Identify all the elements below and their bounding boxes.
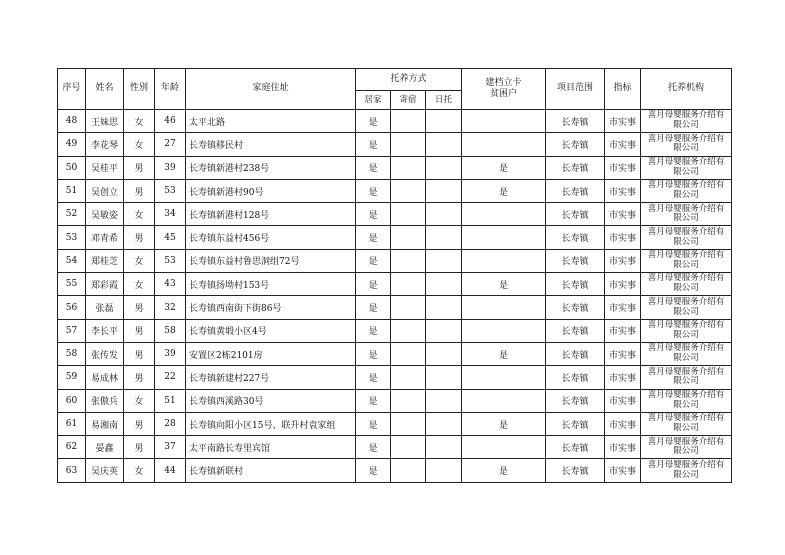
institution-line: 喜月母婴服务介绍有 [647, 180, 725, 191]
cell-age: 53 [155, 179, 186, 202]
cell-name: 李长平 [86, 319, 124, 342]
header-poverty-line2: 贫困户 [489, 89, 517, 99]
cell-indicator: 市实事 [605, 389, 641, 412]
cell-care-residential [391, 249, 426, 272]
cell-name: 邓青希 [86, 226, 124, 249]
cell-care-home: 是 [356, 436, 391, 459]
cell-poverty [462, 319, 546, 342]
cell-poverty [462, 249, 546, 272]
cell-indicator: 市实事 [605, 179, 641, 202]
cell-name: 晏鑫 [86, 436, 124, 459]
institution-line: 限公司 [673, 120, 699, 131]
cell-care-home: 是 [356, 459, 391, 482]
table-row [58, 203, 732, 226]
cell-age: 22 [155, 366, 186, 389]
institution-line: 限公司 [673, 259, 699, 270]
table-row [58, 459, 732, 482]
cell-address: 安置区2栋2101房 [186, 342, 356, 365]
cell-gender: 男 [124, 296, 155, 319]
cell-address: 长寿镇黄塅小区4号 [186, 319, 356, 342]
cell-indicator: 市实事 [605, 156, 641, 179]
cell-care-daytime [426, 156, 462, 179]
institution-line: 限公司 [673, 376, 699, 387]
cell-care-daytime [426, 179, 462, 202]
institution-line: 限公司 [673, 329, 699, 340]
cell-scope: 长寿镇 [546, 156, 605, 179]
cell-poverty [462, 389, 546, 412]
institution-line: 限公司 [673, 306, 699, 317]
cell-care-daytime [426, 459, 462, 482]
cell-care-residential [391, 459, 426, 482]
cell-gender: 男 [124, 226, 155, 249]
cell-gender: 女 [124, 389, 155, 412]
institution-line: 限公司 [673, 143, 699, 154]
institution-line: 喜月母婴服务介绍有 [647, 320, 725, 331]
cell-indicator: 市实事 [605, 342, 641, 365]
table-row [58, 156, 732, 179]
cell-care-residential [391, 133, 426, 156]
cell-care-residential [391, 389, 426, 412]
cell-poverty: 是 [462, 342, 546, 365]
roster-body [58, 110, 732, 483]
institution-line: 喜月母婴服务介绍有 [647, 203, 725, 214]
cell-scope: 长寿镇 [546, 110, 605, 133]
cell-name: 王妹思 [86, 110, 124, 133]
cell-institution [641, 389, 732, 412]
cell-care-home: 是 [356, 366, 391, 389]
cell-address: 太平南路长寿里宾馆 [186, 436, 356, 459]
cell-scope: 长寿镇 [546, 133, 605, 156]
cell-age: 39 [155, 342, 186, 365]
cell-care-residential [391, 319, 426, 342]
cell-address: 长寿镇东益村鲁思洞组72号 [186, 249, 356, 272]
cell-address: 长寿镇西南街下街86号 [186, 296, 356, 319]
cell-poverty [462, 436, 546, 459]
cell-age: 39 [155, 156, 186, 179]
cell-age: 34 [155, 203, 186, 226]
cell-scope: 长寿镇 [546, 342, 605, 365]
cell-seq: 58 [58, 342, 86, 365]
header-poverty [462, 69, 546, 110]
cell-poverty: 是 [462, 412, 546, 435]
cell-age: 46 [155, 110, 186, 133]
cell-poverty: 是 [462, 179, 546, 202]
cell-age: 28 [155, 412, 186, 435]
cell-seq: 59 [58, 366, 86, 389]
cell-institution [641, 226, 732, 249]
institution-line: 限公司 [673, 190, 699, 201]
institution-line: 限公司 [673, 399, 699, 410]
header-institution: 托养机构 [641, 69, 732, 110]
cell-institution [641, 319, 732, 342]
cell-poverty: 是 [462, 273, 546, 296]
header-care-daytime: 日托 [426, 91, 462, 110]
cell-care-residential [391, 179, 426, 202]
cell-name: 郑彩霞 [86, 273, 124, 296]
cell-scope: 长寿镇 [546, 226, 605, 249]
institution-line: 喜月母婴服务介绍有 [647, 110, 725, 121]
cell-address: 长寿镇新联村 [186, 459, 356, 482]
table-row [58, 342, 732, 365]
cell-indicator: 市实事 [605, 366, 641, 389]
cell-address: 长寿镇西溪路30号 [186, 389, 356, 412]
cell-institution [641, 110, 732, 133]
institution-line: 限公司 [673, 353, 699, 364]
table-row [58, 389, 732, 412]
cell-institution [641, 273, 732, 296]
cell-institution [641, 296, 732, 319]
cell-care-home: 是 [356, 179, 391, 202]
cell-scope: 长寿镇 [546, 249, 605, 272]
table-row [58, 436, 732, 459]
header-scope: 项目范围 [546, 69, 605, 110]
cell-age: 32 [155, 296, 186, 319]
cell-gender: 女 [124, 273, 155, 296]
cell-poverty [462, 203, 546, 226]
cell-care-daytime [426, 133, 462, 156]
cell-gender: 男 [124, 179, 155, 202]
cell-gender: 女 [124, 203, 155, 226]
cell-address: 长寿镇东益村456号 [186, 226, 356, 249]
cell-poverty [462, 226, 546, 249]
table-row [58, 319, 732, 342]
cell-address: 长寿镇新港村238号 [186, 156, 356, 179]
cell-institution [641, 366, 732, 389]
cell-seq: 57 [58, 319, 86, 342]
cell-seq: 54 [58, 249, 86, 272]
cell-poverty [462, 296, 546, 319]
cell-care-residential [391, 436, 426, 459]
cell-indicator: 市实事 [605, 273, 641, 296]
cell-name: 吴创立 [86, 179, 124, 202]
header-address: 家庭住址 [186, 69, 356, 110]
cell-poverty: 是 [462, 156, 546, 179]
cell-poverty [462, 110, 546, 133]
cell-address: 长寿镇移民村 [186, 133, 356, 156]
cell-indicator: 市实事 [605, 459, 641, 482]
cell-care-daytime [426, 296, 462, 319]
institution-line: 喜月母婴服务介绍有 [647, 273, 725, 284]
cell-care-daytime [426, 319, 462, 342]
header-age: 年龄 [155, 69, 186, 110]
table-row [58, 133, 732, 156]
cell-address: 长寿镇新港村90号 [186, 179, 356, 202]
cell-care-residential [391, 342, 426, 365]
header-seq: 序号 [58, 69, 86, 110]
cell-care-home: 是 [356, 110, 391, 133]
cell-care-daytime [426, 249, 462, 272]
cell-institution [641, 249, 732, 272]
cell-care-residential [391, 412, 426, 435]
cell-age: 53 [155, 249, 186, 272]
cell-indicator: 市实事 [605, 296, 641, 319]
institution-line: 喜月母婴服务介绍有 [647, 296, 725, 307]
cell-indicator: 市实事 [605, 319, 641, 342]
cell-seq: 62 [58, 436, 86, 459]
cell-scope: 长寿镇 [546, 179, 605, 202]
institution-line: 限公司 [673, 166, 699, 177]
table-row [58, 273, 732, 296]
cell-institution [641, 203, 732, 226]
institution-line: 限公司 [673, 446, 699, 457]
table-row [58, 110, 732, 133]
cell-care-home: 是 [356, 249, 391, 272]
cell-care-home: 是 [356, 226, 391, 249]
cell-name: 李花琴 [86, 133, 124, 156]
cell-indicator: 市实事 [605, 412, 641, 435]
cell-seq: 48 [58, 110, 86, 133]
cell-scope: 长寿镇 [546, 412, 605, 435]
cell-name: 张傲兵 [86, 389, 124, 412]
cell-poverty: 是 [462, 459, 546, 482]
cell-address: 太平北路 [186, 110, 356, 133]
cell-indicator: 市实事 [605, 249, 641, 272]
cell-name: 郑桂芝 [86, 249, 124, 272]
cell-care-daytime [426, 203, 462, 226]
cell-care-daytime [426, 366, 462, 389]
cell-name: 吴庆英 [86, 459, 124, 482]
cell-seq: 61 [58, 412, 86, 435]
cell-institution [641, 342, 732, 365]
cell-care-daytime [426, 110, 462, 133]
cell-age: 45 [155, 226, 186, 249]
cell-gender: 女 [124, 133, 155, 156]
cell-seq: 52 [58, 203, 86, 226]
cell-institution [641, 412, 732, 435]
cell-indicator: 市实事 [605, 436, 641, 459]
institution-line: 喜月母婴服务介绍有 [647, 250, 725, 261]
table-row [58, 226, 732, 249]
cell-indicator: 市实事 [605, 203, 641, 226]
cell-seq: 60 [58, 389, 86, 412]
header-care-home: 居家 [356, 91, 391, 110]
cell-institution [641, 179, 732, 202]
cell-address: 长寿镇新港村128号 [186, 203, 356, 226]
cell-care-daytime [426, 342, 462, 365]
institution-line: 限公司 [673, 423, 699, 433]
header-row-1 [58, 69, 732, 91]
cell-scope: 长寿镇 [546, 296, 605, 319]
header-indicator: 指标 [605, 69, 641, 110]
cell-name: 易成林 [86, 366, 124, 389]
cell-gender: 女 [124, 459, 155, 482]
cell-care-home: 是 [356, 342, 391, 365]
cell-scope: 长寿镇 [546, 459, 605, 482]
institution-line: 喜月母婴服务介绍有 [647, 459, 725, 470]
cell-scope: 长寿镇 [546, 203, 605, 226]
header-care-mode: 托养方式 [356, 69, 462, 91]
cell-care-home: 是 [356, 156, 391, 179]
cell-age: 44 [155, 459, 186, 482]
cell-care-home: 是 [356, 133, 391, 156]
institution-line: 喜月母婴服务介绍有 [647, 133, 725, 144]
cell-name: 张磊 [86, 296, 124, 319]
institution-line: 喜月母婴服务介绍有 [647, 156, 725, 167]
cell-care-home: 是 [356, 296, 391, 319]
cell-indicator: 市实事 [605, 110, 641, 133]
table-row [58, 412, 732, 435]
cell-gender: 男 [124, 342, 155, 365]
institution-line: 喜月母婴服务介绍有 [647, 389, 725, 400]
cell-scope: 长寿镇 [546, 436, 605, 459]
cell-scope: 长寿镇 [546, 273, 605, 296]
cell-care-home: 是 [356, 273, 391, 296]
cell-age: 37 [155, 436, 186, 459]
cell-care-daytime [426, 389, 462, 412]
cell-gender: 男 [124, 156, 155, 179]
cell-scope: 长寿镇 [546, 319, 605, 342]
cell-care-residential [391, 203, 426, 226]
institution-line: 喜月母婴服务介绍有 [647, 226, 725, 237]
cell-poverty [462, 133, 546, 156]
cell-name: 易湘南 [86, 412, 124, 435]
header-poverty-line1: 建档立卡 [485, 77, 522, 88]
cell-care-residential [391, 296, 426, 319]
cell-address: 长寿镇向阳小区15号、联升村袁家组 [186, 412, 356, 435]
cell-institution [641, 459, 732, 482]
cell-address: 长寿镇扬坳村153号 [186, 273, 356, 296]
cell-institution [641, 133, 732, 156]
cell-care-residential [391, 226, 426, 249]
cell-gender: 男 [124, 366, 155, 389]
institution-line: 喜月母婴服务介绍有 [647, 436, 725, 447]
cell-seq: 53 [58, 226, 86, 249]
cell-care-residential [391, 366, 426, 389]
cell-care-daytime [426, 436, 462, 459]
table-row [58, 366, 732, 389]
cell-care-home: 是 [356, 412, 391, 435]
cell-seq: 49 [58, 133, 86, 156]
cell-age: 27 [155, 133, 186, 156]
cell-gender: 男 [124, 436, 155, 459]
cell-address: 长寿镇新建村227号 [186, 366, 356, 389]
institution-line: 限公司 [673, 236, 699, 247]
cell-seq: 50 [58, 156, 86, 179]
cell-care-residential [391, 110, 426, 133]
cell-indicator: 市实事 [605, 133, 641, 156]
cell-seq: 55 [58, 273, 86, 296]
cell-gender: 女 [124, 110, 155, 133]
header-care-residential: 寄宿 [391, 91, 426, 110]
cell-age: 43 [155, 273, 186, 296]
cell-seq: 63 [58, 459, 86, 482]
header-gender: 性别 [124, 69, 155, 110]
cell-gender: 男 [124, 319, 155, 342]
cell-age: 58 [155, 319, 186, 342]
cell-care-daytime [426, 273, 462, 296]
institution-line: 喜月母婴服务介绍有 [647, 343, 725, 354]
table-row [58, 296, 732, 319]
cell-poverty [462, 366, 546, 389]
institution-line: 限公司 [673, 469, 699, 480]
cell-institution [641, 156, 732, 179]
cell-care-daytime [426, 226, 462, 249]
cell-care-daytime [426, 412, 462, 435]
institution-line: 喜月母婴服务介绍有 [647, 413, 725, 424]
cell-scope: 长寿镇 [546, 389, 605, 412]
roster-table [57, 68, 732, 483]
cell-name: 吴敏姿 [86, 203, 124, 226]
cell-care-residential [391, 273, 426, 296]
cell-gender: 女 [124, 249, 155, 272]
cell-scope: 长寿镇 [546, 366, 605, 389]
cell-name: 吴桂平 [86, 156, 124, 179]
table-row [58, 249, 732, 272]
cell-gender: 男 [124, 412, 155, 435]
cell-care-home: 是 [356, 389, 391, 412]
institution-line: 喜月母婴服务介绍有 [647, 366, 725, 377]
header-name: 姓名 [86, 69, 124, 110]
institution-line: 限公司 [673, 283, 699, 294]
institution-line: 限公司 [673, 213, 699, 224]
cell-care-home: 是 [356, 319, 391, 342]
table-row [58, 179, 732, 202]
cell-age: 51 [155, 389, 186, 412]
cell-care-home: 是 [356, 203, 391, 226]
cell-name: 张传发 [86, 342, 124, 365]
cell-indicator: 市实事 [605, 226, 641, 249]
cell-care-residential [391, 156, 426, 179]
cell-seq: 56 [58, 296, 86, 319]
cell-seq: 51 [58, 179, 86, 202]
cell-institution [641, 436, 732, 459]
